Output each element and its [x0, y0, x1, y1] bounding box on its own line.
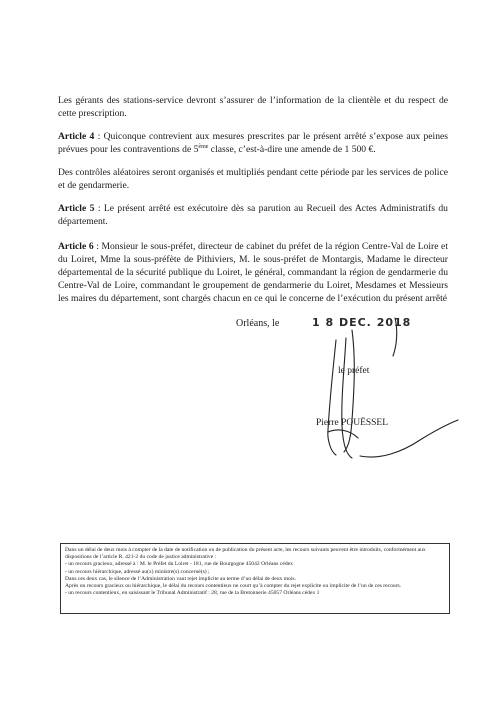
paragraph-article-5 — [58, 202, 448, 228]
notice-line: - un recours gracieux, adressé à : M. le Préfet du Loiret - 181, rue de Bourgogne 45042 Orléans cédex — [65, 561, 293, 568]
signatory-title: le préfet — [338, 366, 370, 376]
paragraph-text: : Monsieur le sous-préfet, directeur de cabinet du préfet de la région Centre-Val de Loire et du Loiret, Mme la sous-préfète de Pithiviers, M. le sous-préfet de Montargis, Madame le directeur départemental de la sécurité publique du Loiret, le général, commandant la région de gendarmerie du Centre-Val de Loire, commandant le groupement de gendarmerie du Loiret, Mesdames et Messieurs les maires du département, sont chargés chacun en ce qui le concerne de l’exécution du présent arrêté — [58, 241, 448, 304]
paragraph-article-6 — [58, 240, 448, 305]
article-label: Article 4 — [58, 131, 95, 142]
paragraph-article-4 — [58, 130, 448, 156]
article-label: Article 6 — [58, 241, 94, 252]
appeal-notice-box — [60, 543, 450, 614]
paragraph-text: Les gérants des stations-service devront s’assurer de l’information de la clientèle et du respect de cette prescription. — [58, 95, 448, 119]
notice-line: - un recours contentieux, en saisissant le Tribunal Administratif : 28, rue de la Bretonnerie 45057 Orléans cédex 1 — [65, 590, 320, 597]
notice-intro: Dans un délai de deux mois à compter de la date de notification ou de publication du présent acte, les recours suivants peuvent être introduits, conformément aux dispositions de l’article R. 421-2 du code de justice administrative : — [65, 547, 426, 561]
date-stamp: 1 8 DEC. 2018 — [312, 316, 412, 329]
paragraph-controls — [58, 166, 448, 192]
paragraph-text: Des contrôles aléatoires seront organisés et multipliés pendant cette période par les services de police et de gendarmerie. — [58, 167, 448, 191]
superscript: ème — [198, 143, 209, 150]
signatory-name: Pierre POUËSSEL — [316, 418, 389, 428]
article-label: Article 5 — [58, 203, 95, 214]
paragraph-text: : Le présent arrêté est exécutoire dès sa parution au Recueil des Actes Administratifs du département. — [58, 203, 448, 227]
notice-line: Dans ces deux cas, le silence de l’Administration vaut rejet implicite au terme d’un délai de deux mois. — [65, 575, 296, 582]
notice-line: Après un recours gracieux ou hiérarchique, le délai du recours contentieux ne court qu’à compter du rejet explicite ou implicite de l’un de ces recours. — [65, 583, 402, 590]
paragraph-text: classe, c’est-à-dire une amende de 1 500 €. — [208, 144, 376, 155]
paragraph-station-managers — [58, 94, 448, 120]
paragraph-text: : Quiconque contrevient aux mesures prescrites par le présent arrêté s’expose aux peines prévues pour les contraventions de 5 — [58, 131, 448, 155]
signature-place: Orléans, le — [236, 318, 280, 329]
notice-line: - un recours hiérarchique, adressé au(x) ministre(s) concerné(s) ; — [65, 568, 210, 575]
